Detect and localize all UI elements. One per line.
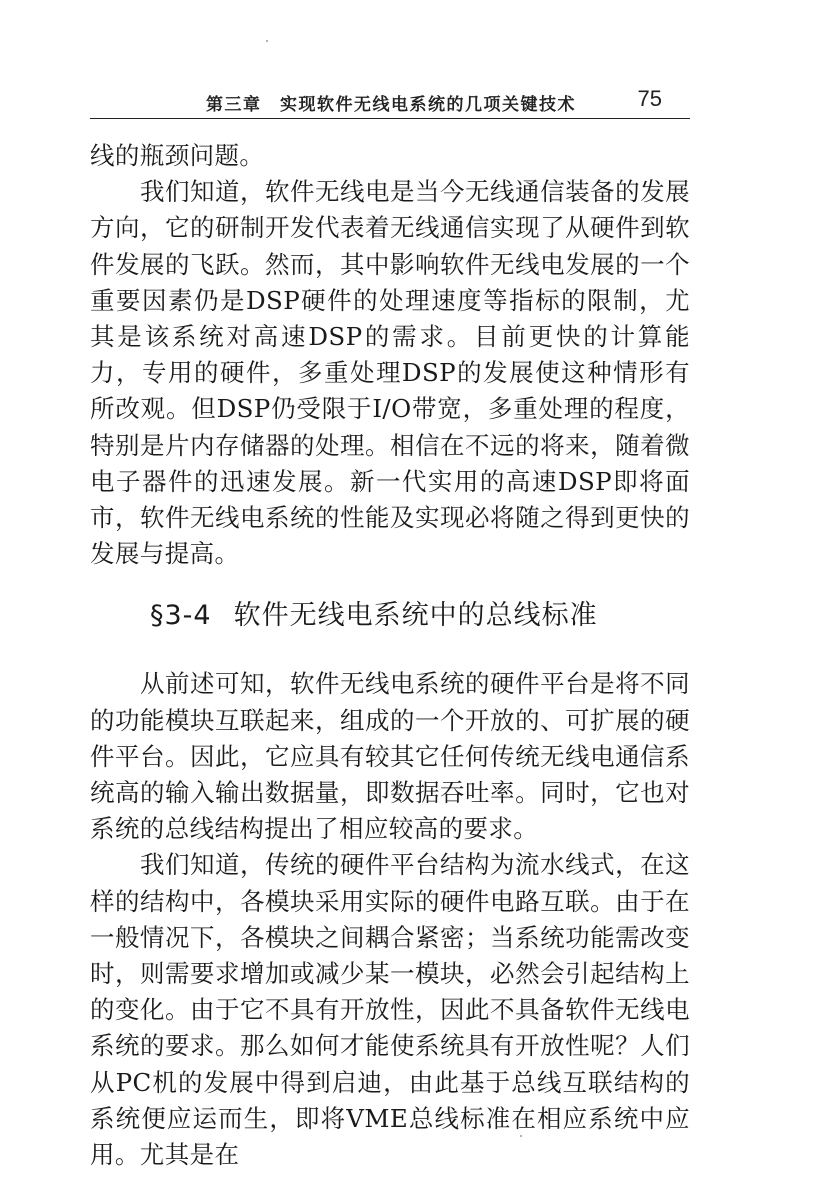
paragraph-continuation: 线的瓶颈问题。 — [90, 141, 265, 170]
paragraph: 从前述可知，软件无线电系统的硬件平台是将不同的功能模块互联起来，组成的一个开放的、可扩展的硬件平台。因此，它应具有较其它任何传统无线电通信系统高的输入输出数据量，即数据吞吐率。同时，它也对系统的总线结构提出了相应较高的要求。 — [90, 669, 690, 844]
section-title: 软件无线电系统中的总线标准 — [233, 600, 598, 632]
paragraph: 我们知道，传统的硬件平台结构为流水线式，在这样的结构中，各模块采用实际的硬件电路互联。由于在一般情况下，各模块之间耦合紧密；当系统功能需改变时，则需要求增加或减少某一模块，必然会引起结构上的变化。由于它不具有开放性，因此不具备软件无线电系统的要求。那么如何才能使系统具有开放性呢？人们从PC机的发展中得到启迪，由此基于总线互联结构的系统便应运而生，即将VME总线标准在相应系统中应用。尤其是在 — [90, 850, 690, 1170]
scan-speck — [520, 1135, 522, 1137]
section-heading — [90, 598, 690, 634]
section-number: §3-4 — [150, 600, 212, 632]
running-header — [90, 84, 690, 119]
chapter-title: 第三章 实现软件无线电系统的几项关键技术 — [206, 95, 576, 115]
page-number: 75 — [637, 86, 662, 111]
scan-speck — [266, 40, 268, 42]
paragraph: 我们知道，软件无线电是当今无线通信装备的发展方向，它的研制开发代表着无线通信实现了从硬件到软件发展的飞跃。然而，其中影响软件无线电发展的一个重要因素仍是DSP硬件的处理速度等指标的限制，尤其是该系统对高速DSP的需求。目前更快的计算能力，专用的硬件，多重处理DSP的发展使这种情形有所改观。但DSP仍受限于I/O带宽，多重处理的程度，特别是片内存储器的处理。相信在不远的将来，随着微电子器件的迅速发展。新一代实用的高速DSP即将面市，软件无线电系统的性能及实现必将随之得到更快的发展与提高。 — [90, 177, 690, 569]
page-body — [90, 138, 690, 1173]
